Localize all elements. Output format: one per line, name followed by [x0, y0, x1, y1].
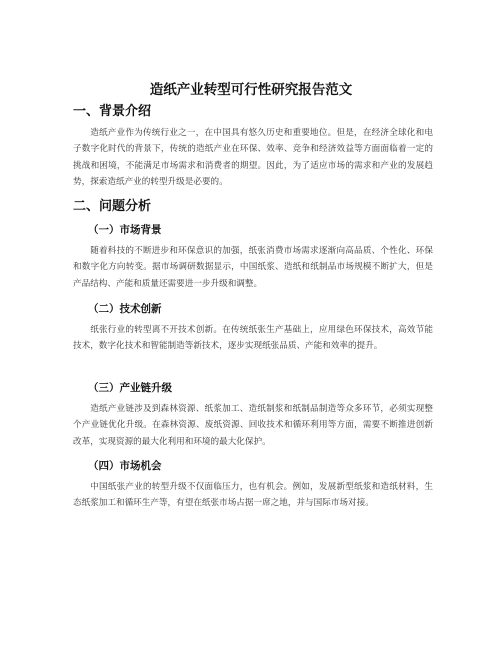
subsection-heading-industry-chain: （三）产业链升级: [88, 382, 172, 394]
subsection-heading-opportunity: （四）市场机会: [88, 460, 162, 472]
subsection-heading-technology: （二）技术创新: [88, 303, 162, 315]
section-heading-background: 一、背景介绍: [73, 104, 152, 119]
subsection-paragraph-opportunity: 中国纸张产业的转型升级不仅面临压力，也有机会。例如，发展新型纸浆和造纸材料，生态纸浆加工和循环生产等，有望在纸张市场占据一席之地，并与国际市场对接。: [73, 482, 433, 509]
subsection-paragraph-market: 随着科技的不断进步和环保意识的加强，纸张消费市场需求逐渐向高品质、个性化、环保和数字化方向转变。据市场调研数据显示，中国纸浆、造纸和纸制品市场规模不断扩大，但是产品结构、产能和质量还需要进一步升级和调整。: [73, 246, 433, 289]
subsection-heading-market: （一）市场背景: [88, 224, 162, 236]
subsection-paragraph-technology: 纸张行业的转型离不开技术创新。在传统纸张生产基础上，应用绿色环保技术，高效节能技术，数字化技术和智能制造等新技术，逐步实现纸张品质、产能和效率的提升。: [73, 325, 433, 352]
section-heading-analysis: 二、问题分析: [73, 199, 152, 214]
document-title: 造纸产业转型可行性研究报告范文: [149, 82, 353, 98]
section-paragraph-background: 造纸产业作为传统行业之一，在中国具有悠久历史和重要地位。但是，在经济全球化和电子数字化时代的背景下，传统的造纸产业在环保、效率、竞争和经济效益等方面面临着一定的挑战和困境，不能满足市场需求和消费者的期望。因此，为了适应市场的需求和产业的发展趋势，探索造纸产业的转型升级是必要的。: [73, 128, 433, 188]
subsection-paragraph-industry-chain: 造纸产业链涉及到森林资源、纸浆加工、造纸制浆和纸制品制造等众多环节，必须实现整个产业链优化升级。在森林资源、废纸资源、回收技术和循环利用等方面，需要不断推进创新改革，实现资源的最大化利用和环境的最大化保护。: [73, 404, 433, 447]
